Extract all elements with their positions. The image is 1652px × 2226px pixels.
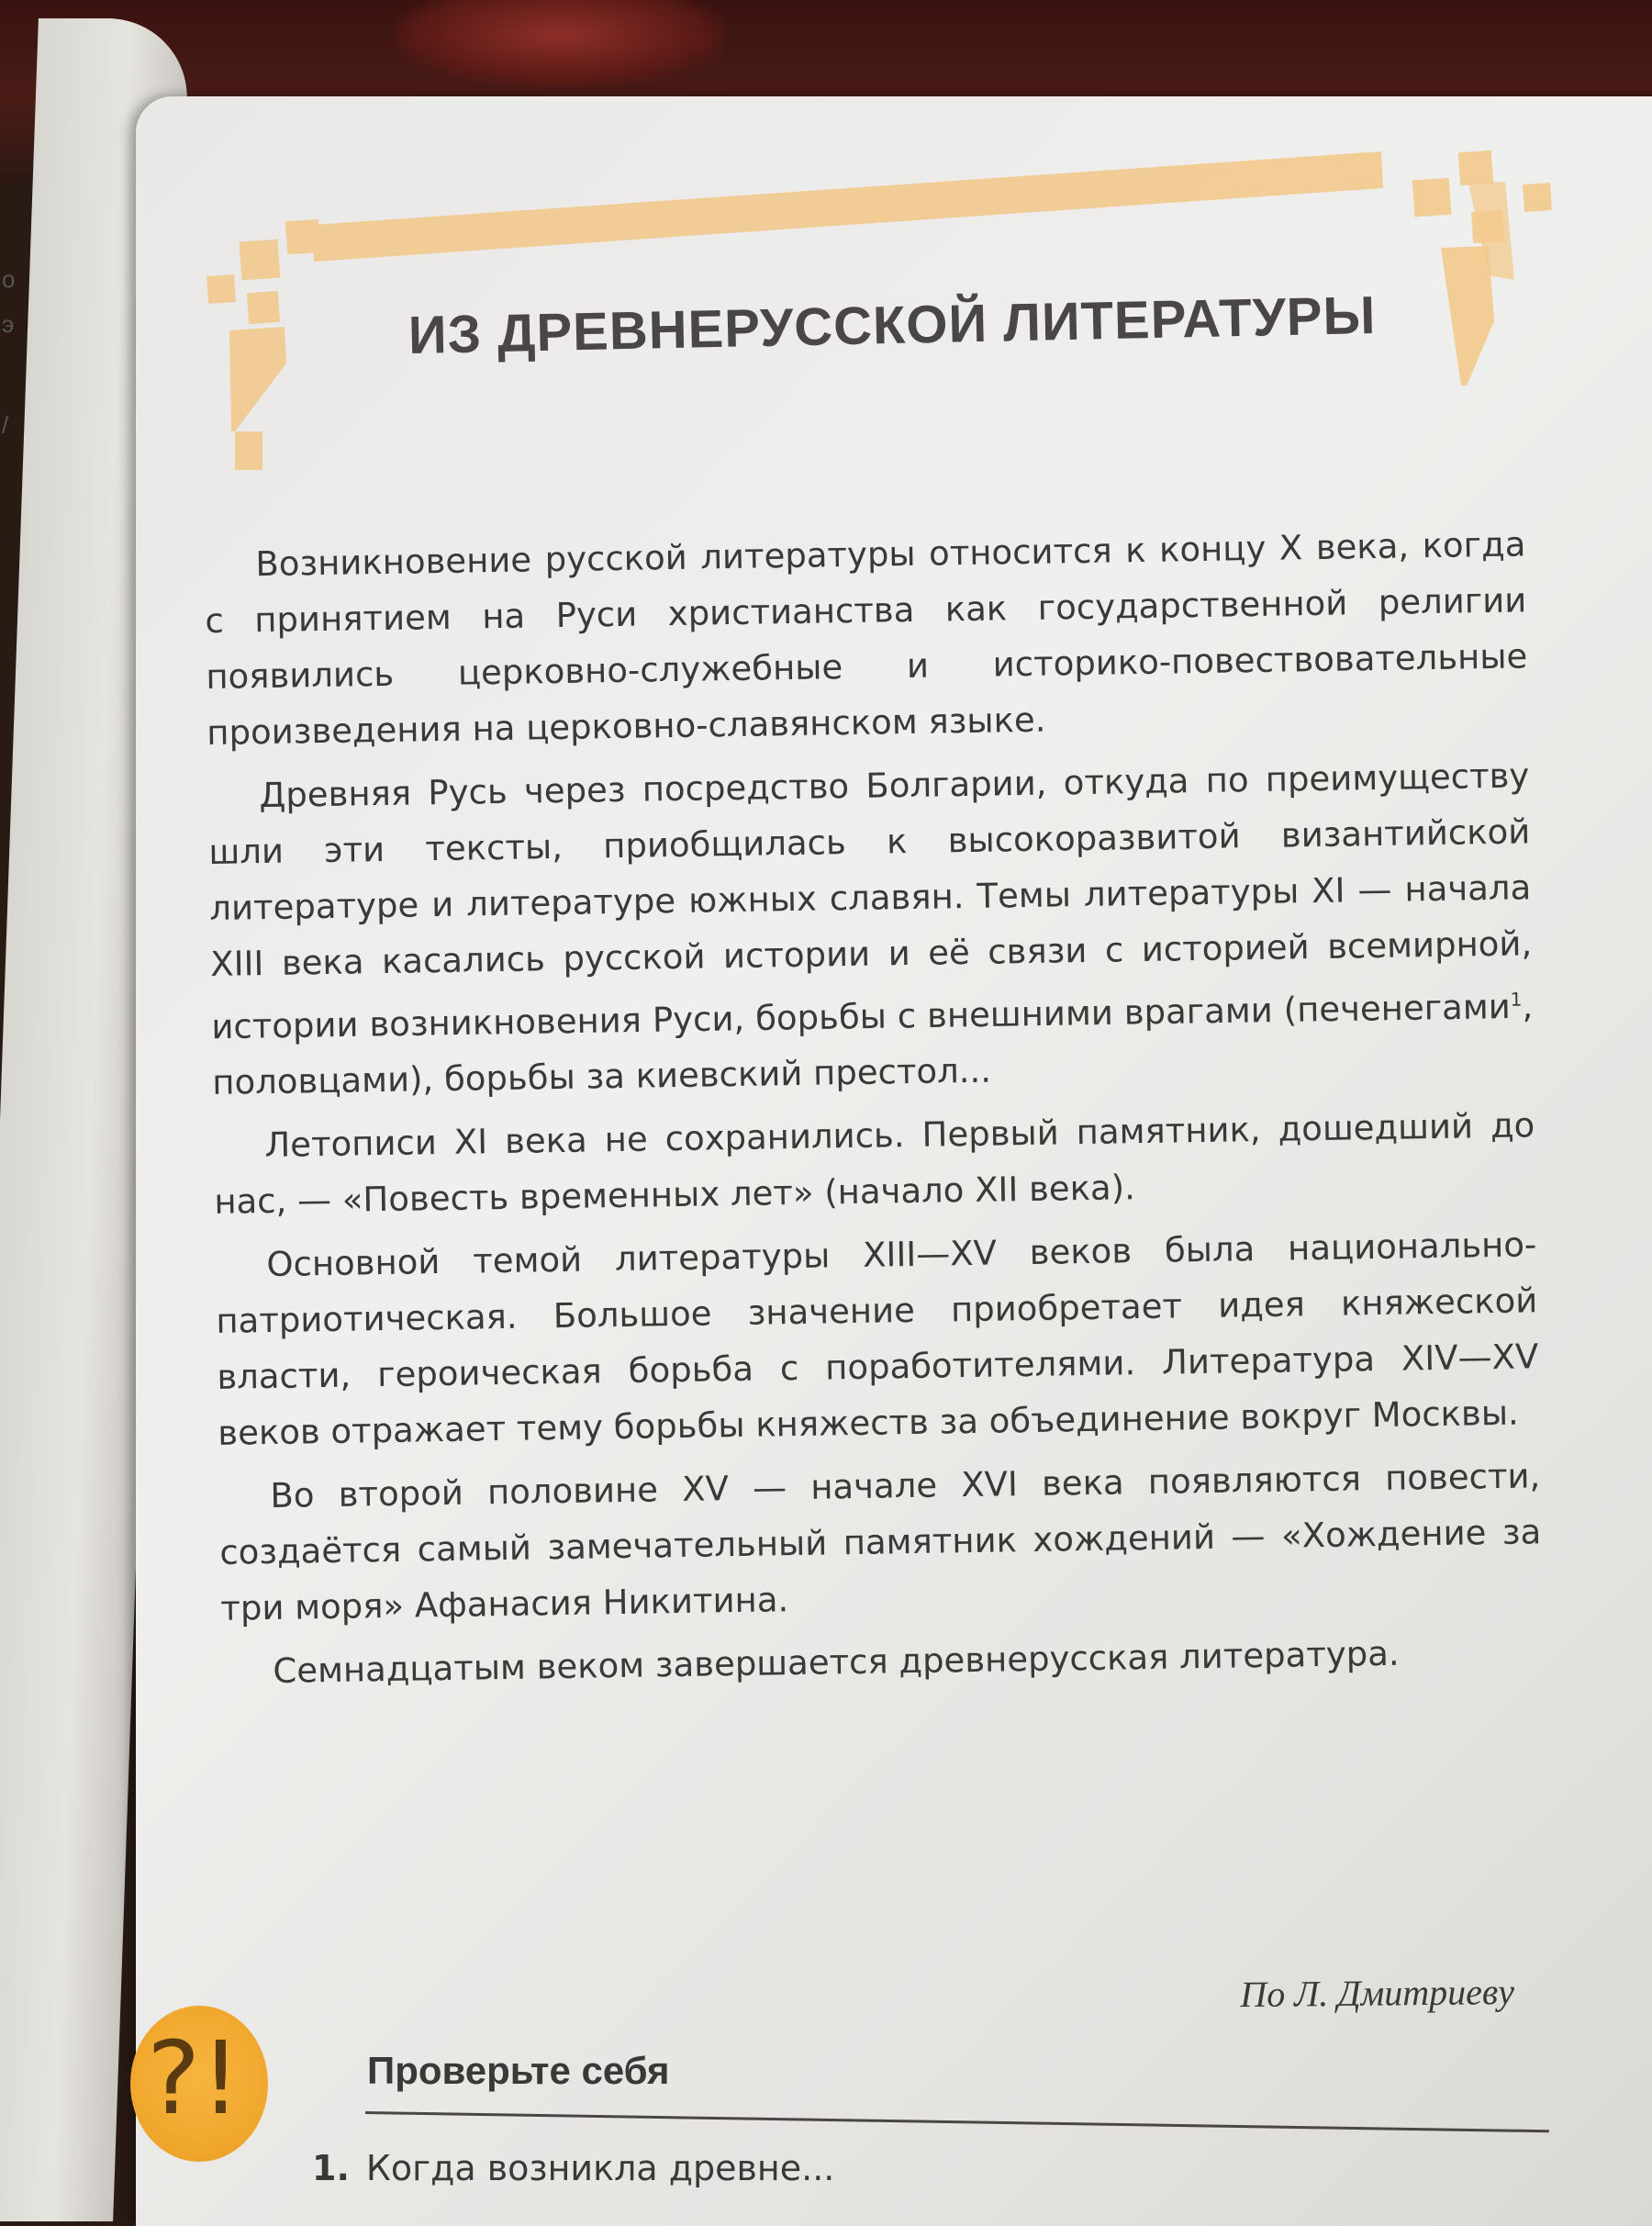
page-title: ИЗ ДРЕВНЕРУССКОЙ ЛИТЕРАТУРЫ [407, 285, 1377, 365]
paragraph: Семнадцатым веком завершается древнерусская литература. [273, 1634, 1400, 1692]
paragraph [207, 747, 1535, 1111]
paragraph: Летописи XI века не сохранились. Первый памятник, дошедший до нас, — «Повесть временных лет» (начало XII века). [214, 1105, 1535, 1223]
question-exclamation-icon: ?! [147, 2019, 241, 2137]
check-yourself-heading: Проверьте себя [367, 2049, 670, 2092]
main-text [204, 516, 1544, 1707]
attribution: По Л. Дмитриеву [1240, 1971, 1515, 2016]
footnote-mark: 1 [1510, 988, 1523, 1011]
paragraph: Основной темой литературы XIII—XV веков была национально-патриотическая. Большое значение приобретает идея княжеской власти, героическая борьба с поработителями. Литература XIV—XV веков отражает тему борьбы княжеств за объединение вокруг Москвы. [216, 1225, 1539, 1454]
paragraph: Во второй половине XV — начале XVI века появляются повести, создаётся самый замечательный памятник хождений — «Хождение за три моря» Афанасия Никитина. [219, 1456, 1542, 1629]
question-text: Когда возникла древне... [365, 2148, 835, 2188]
left-edge-glyph: / [2, 410, 9, 439]
paragraph-text: , половцами), борьбы за киевский престол... [212, 986, 1534, 1103]
left-edge-glyph: э [2, 310, 15, 339]
left-edge-glyph: о [2, 265, 16, 293]
paragraph-text: Древняя Русь через посредство Болгарии, откуда по преимуществу шли эти тексты, приобщилась к высокоразвитой византийской литературе и литературе южных славян. Темы литературы XI — начала XIII века касались русской истории и её связи с историей всемирной, истории возникновения Руси, борьбы с внешними врагами (печенегами [208, 755, 1533, 1047]
paragraph: Возникновение русской литературы относится к концу X века, когда с принятием на Руси христианства как государственной религии появились церковно-служебные и историко-повествовательные произведения на церковно-славянском языке. [205, 524, 1528, 753]
question-number: 1. [312, 2148, 350, 2188]
question-item [312, 2148, 834, 2188]
